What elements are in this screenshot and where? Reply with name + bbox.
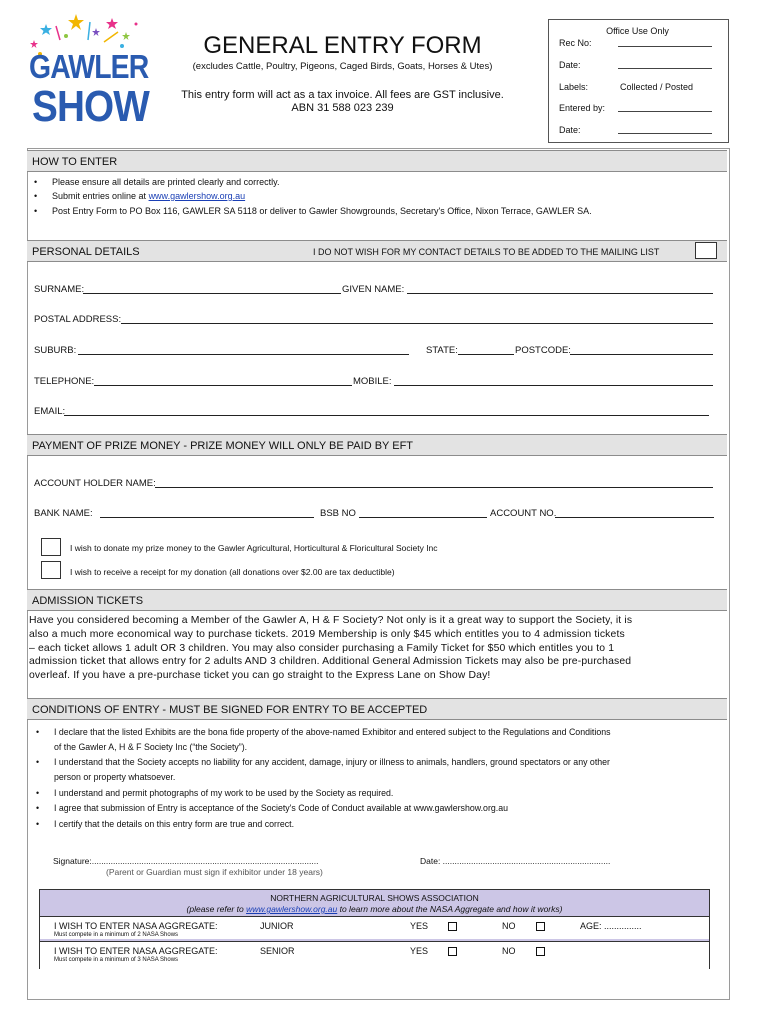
surname-label: SURNAME: xyxy=(34,284,85,295)
nasa-senior-no-checkbox[interactable] xyxy=(536,947,545,956)
how-to-enter-heading: HOW TO ENTER xyxy=(27,150,727,172)
nasa-subtitle xyxy=(40,904,709,914)
state-label: STATE: xyxy=(426,345,458,356)
mailing-opt-out-checkbox[interactable] xyxy=(695,242,717,259)
condition-5: • I certify that the details on this entry form are true and correct. xyxy=(54,819,294,830)
mobile-field[interactable] xyxy=(394,385,713,386)
account-no-label: ACCOUNT NO. xyxy=(490,508,557,519)
nasa-website-link[interactable]: www.gawlershow.org.au xyxy=(246,904,338,914)
office-date2-label: Date: xyxy=(559,125,581,135)
given-name-field[interactable] xyxy=(407,293,713,294)
office-date-label: Date: xyxy=(559,60,581,70)
personal-details-heading xyxy=(27,240,727,262)
telephone-label: TELEPHONE: xyxy=(34,376,95,387)
logo-gawler-text: GAWLER xyxy=(29,48,149,85)
admission-heading: ADMISSION TICKETS xyxy=(27,589,727,611)
nasa-senior-note: Must compete in a minimum of 3 NASA Shows xyxy=(54,957,179,963)
nasa-junior-no-checkbox[interactable] xyxy=(536,922,545,931)
nasa-subtitle-suffix: to learn more about the NASA Aggregate and how it works) xyxy=(337,904,563,914)
telephone-field[interactable] xyxy=(94,385,352,386)
labels-value: Collected / Posted xyxy=(620,82,694,92)
admission-line-3: – each ticket allows 1 adult OR 3 children. You may also consider purchasing a Family Ticket for $50 which entitles you to 1 xyxy=(29,642,615,654)
nasa-senior-no-label: NO xyxy=(502,946,516,956)
nasa-junior-label: I WISH TO ENTER NASA AGGREGATE: xyxy=(54,921,218,931)
admission-line-5: overleaf. If you have a pre-purchase ticket you can go straight to the Express Lane on Show Day! xyxy=(29,670,491,682)
receipt-label: I wish to receive a receipt for my donation (all donations over $2.00 are tax deductible) xyxy=(70,567,395,577)
gst-note: This entry form will act as a tax invoice. All fees are GST inclusive. xyxy=(181,89,504,101)
labels-label: Labels: xyxy=(559,82,589,92)
surname-field[interactable] xyxy=(83,293,341,294)
postcode-label: POSTCODE: xyxy=(515,345,571,356)
office-date2-field[interactable] xyxy=(618,133,712,134)
nasa-senior-yes-label: YES xyxy=(410,946,429,956)
conditions-heading: CONDITIONS OF ENTRY - MUST BE SIGNED FOR ENTRY TO BE ACCEPTED xyxy=(27,698,727,720)
entered-by-field[interactable] xyxy=(618,111,712,112)
nasa-junior-level: JUNIOR xyxy=(260,921,294,931)
suburb-label: SUBURB: xyxy=(34,345,77,356)
donate-checkbox[interactable] xyxy=(41,538,61,556)
condition-1b: of the Gawler A, H & F Society Inc (“the Society”). xyxy=(54,742,248,752)
how-to-item-2 xyxy=(52,191,245,202)
how-to-item-3: • Post Entry Form to PO Box 116, GAWLER SA 5118 or deliver to Gawler Showgrounds, Secretary's Office, Nixon Terrace, GAWLER SA. xyxy=(52,206,592,217)
rec-no-label: Rec No: xyxy=(559,38,592,48)
condition-3: • I understand and permit photographs of my work to be used by the Society as required. xyxy=(54,788,393,799)
nasa-row-senior xyxy=(40,941,709,969)
account-holder-field[interactable] xyxy=(155,487,713,488)
office-use-title: Office Use Only xyxy=(606,26,669,36)
nasa-junior-yes-checkbox[interactable] xyxy=(448,922,457,931)
personal-details-title: PERSONAL DETAILS xyxy=(32,246,140,258)
account-holder-label: ACCOUNT HOLDER NAME: xyxy=(34,478,156,489)
bsb-field[interactable] xyxy=(359,517,487,518)
nasa-junior-yes-label: YES xyxy=(410,921,429,931)
gawler-show-logo xyxy=(26,10,149,138)
condition-4: • I agree that submission of Entry is acceptance of the Society's Code of Conduct available at www.gawlershow.org.au xyxy=(54,803,508,814)
postal-address-field[interactable] xyxy=(121,323,713,324)
mailing-opt-out-label: I DO NOT WISH FOR MY CONTACT DETAILS TO BE ADDED TO THE MAILING LIST xyxy=(313,247,660,257)
how-to-item-2-text: Submit entries online at xyxy=(52,191,149,201)
mobile-label: MOBILE: xyxy=(353,376,392,387)
nasa-subtitle-prefix: (please refer to xyxy=(186,904,247,914)
admission-text xyxy=(29,614,721,683)
nasa-senior-label: I WISH TO ENTER NASA AGGREGATE: xyxy=(54,946,218,956)
donate-label: I wish to donate my prize money to the Gawler Agricultural, Horticultural & Floricultural Society Inc xyxy=(70,543,438,553)
nasa-junior-note: Must compete in a minimum of 2 NASA Shows xyxy=(54,932,179,938)
postcode-field[interactable] xyxy=(570,354,713,355)
abn: ABN 31 588 023 239 xyxy=(291,102,394,114)
given-name-label: GIVEN NAME: xyxy=(342,284,405,295)
form-exclusions: (excludes Cattle, Poultry, Pigeons, Caged Birds, Goats, Horses & Utes) xyxy=(192,61,493,72)
bank-name-field[interactable] xyxy=(100,517,314,518)
payment-heading: PAYMENT OF PRIZE MONEY - PRIZE MONEY WILL ONLY BE PAID BY EFT xyxy=(27,434,727,456)
office-date-field[interactable] xyxy=(618,68,712,69)
nasa-junior-no-label: NO xyxy=(502,921,516,931)
email-field[interactable] xyxy=(64,415,709,416)
admission-line-4: admission ticket that allows entry for 2 adults AND 3 children. Additional General Admission Tickets may also be pre-purchased xyxy=(29,656,632,668)
form-title: GENERAL ENTRY FORM xyxy=(203,32,482,59)
postal-address-label: POSTAL ADDRESS: xyxy=(34,314,122,325)
admission-line-2: also a much more economical way to purchase tickets. 2019 Membership is only $45 which entitles you to 4 admission tickets xyxy=(29,628,625,640)
signature-field[interactable]: Signature:................................................................................................ xyxy=(53,856,319,866)
nasa-senior-yes-checkbox[interactable] xyxy=(448,947,457,956)
guardian-note: (Parent or Guardian must sign if exhibitor under 18 years) xyxy=(106,867,323,877)
state-field[interactable] xyxy=(458,354,514,355)
suburb-field[interactable] xyxy=(78,354,409,355)
condition-1a: • I declare that the listed Exhibits are the bona fide property of the above-named Exhibitor and entered subject to the Regulations and Conditions xyxy=(54,727,611,738)
receipt-checkbox[interactable] xyxy=(41,561,61,579)
condition-2b: person or property whatsoever. xyxy=(54,772,176,782)
nasa-box xyxy=(39,889,710,969)
website-link[interactable]: www.gawlershow.org.au xyxy=(148,191,246,201)
condition-2a: • I understand that the Society accepts no liability for any accident, damage, injury or illness to animals, handlers, ground spectators or any other xyxy=(54,757,610,768)
entered-by-label: Entered by: xyxy=(559,103,606,113)
bank-name-label: BANK NAME: xyxy=(34,508,93,519)
admission-line-1: Have you considered becoming a Member of the Gawler A, H & F Society? Not only is it a great way to support the Society, it is xyxy=(29,615,633,626)
bsb-label: BSB NO xyxy=(320,508,356,519)
email-label: EMAIL: xyxy=(34,406,66,417)
account-no-field[interactable] xyxy=(555,517,714,518)
nasa-senior-level: SENIOR xyxy=(260,946,295,956)
how-to-item-1: • Please ensure all details are printed clearly and correctly. xyxy=(52,177,279,188)
rec-no-field[interactable] xyxy=(618,46,712,47)
nasa-age-field[interactable]: AGE: ............... xyxy=(580,921,642,931)
logo-show-text: SHOW xyxy=(32,82,149,131)
nasa-row-junior xyxy=(40,916,709,939)
nasa-title: NORTHERN AGRICULTURAL SHOWS ASSOCIATION xyxy=(270,893,479,903)
date-field[interactable]: Date: ....................................................................... xyxy=(420,856,611,866)
